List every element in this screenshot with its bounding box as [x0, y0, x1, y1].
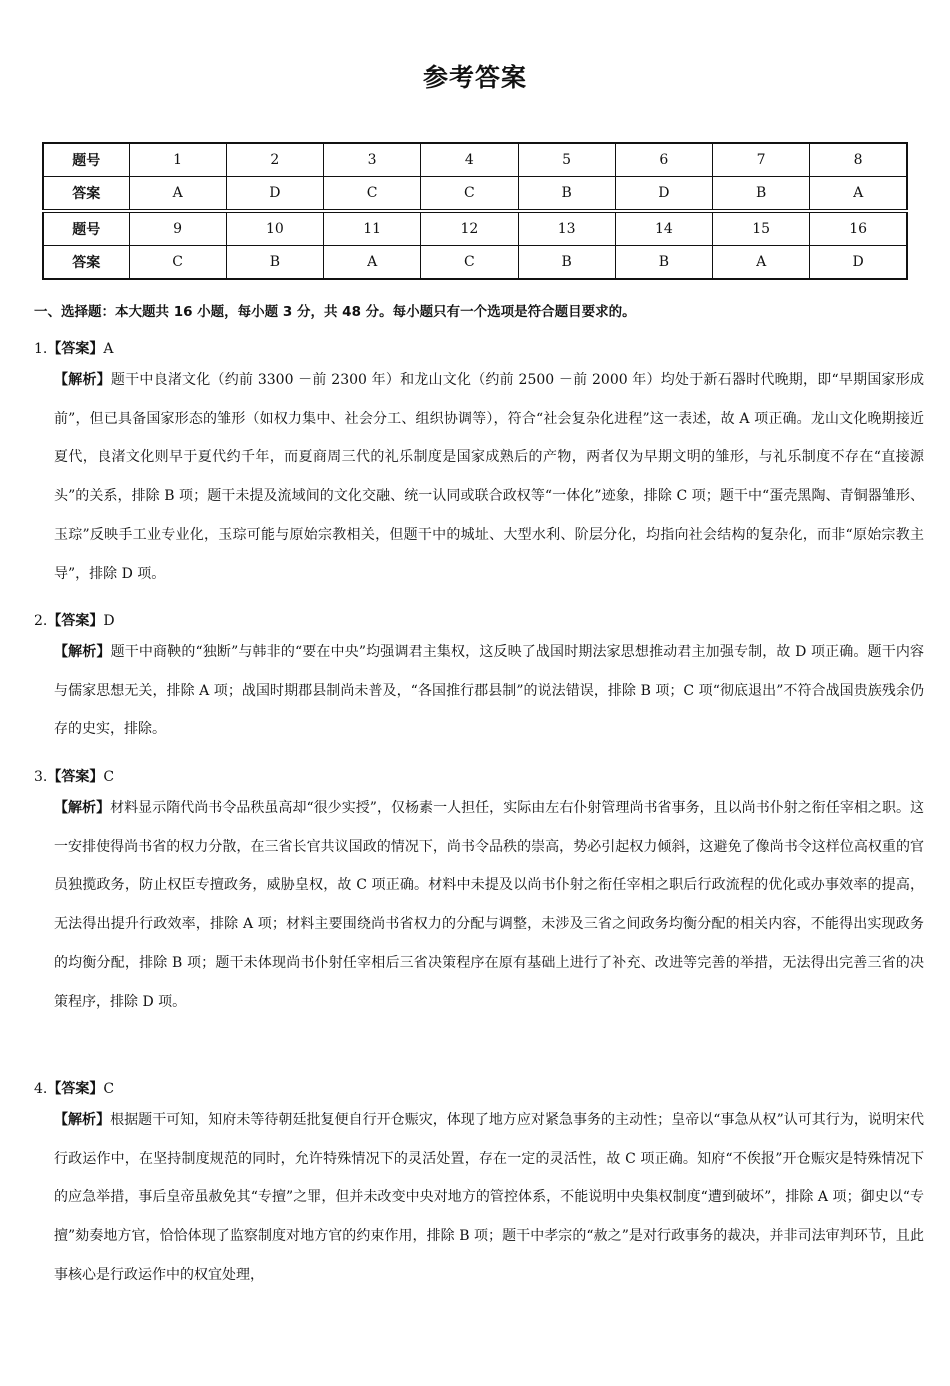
answer-cell: B	[713, 177, 810, 212]
row-label-number: 题号	[43, 143, 129, 177]
answer-tag: 【答案】	[47, 613, 104, 629]
question-number: 12	[421, 211, 518, 246]
explanation	[34, 1101, 924, 1295]
answer-tag: 【答案】	[47, 769, 104, 785]
answer-value: A	[103, 341, 114, 357]
table-row-numbers-1	[43, 143, 907, 177]
question-number: 7	[713, 143, 810, 177]
question-number: 9	[129, 211, 226, 246]
row-label-answer: 答案	[43, 246, 129, 280]
table-row-answers-1	[43, 177, 907, 212]
answer-cell: C	[324, 177, 421, 212]
answer-cell: C	[421, 246, 518, 280]
question-number: 15	[713, 211, 810, 246]
answer-line	[34, 337, 924, 361]
explanation-tag: 【解析】	[54, 644, 111, 660]
answer-value: C	[103, 769, 115, 785]
question-number: 14	[615, 211, 712, 246]
question-number: 3	[324, 143, 421, 177]
question-number: 13	[518, 211, 615, 246]
explanation-text: 材料显示隋代尚书令品秩虽高却“很少实授”，仅杨素一人担任，实际由左右仆射管理尚书省事务，且以尚书仆射之衔任宰相之职。这一安排使得尚书省的权力分散，在三省长官共议国政的情况下，尚书令品秩的崇高，势必引起权力倾斜，这避免了像尚书令这样位高权重的官员独揽政务，防止权臣专擅政务，威胁皇权，故 C 项正确。材料中未提及以尚书仆射之衔任宰相之职后行政流程的优化或办事效率的提高，无法得出提升行政效率，排除 A 项；材料主要围绕尚书省权力的分配与调整，未涉及三省之间政务均衡分配的相关内容，不能得出实现政务的均衡分配，排除 B 项；题干未体现尚书仆射任宰相后三省决策程序在原有基础上进行了补充、改进等完善的举措，无法得出完善三省的决策程序，排除 D 项。	[54, 800, 924, 1010]
question-block-4	[34, 1077, 924, 1295]
answer-cell: D	[226, 177, 323, 212]
page-title: 参考答案	[422, 63, 527, 92]
answer-cell: D	[615, 177, 712, 212]
answer-cell: A	[713, 246, 810, 280]
question-num: 3.	[34, 769, 48, 785]
question-number: 6	[615, 143, 712, 177]
answer-value: D	[103, 613, 115, 629]
explanation	[34, 361, 924, 593]
explanation	[34, 789, 924, 1021]
answer-cell: A	[324, 246, 421, 280]
question-number: 5	[518, 143, 615, 177]
explanation	[34, 633, 924, 749]
row-label-number: 题号	[43, 211, 129, 246]
question-number: 10	[226, 211, 323, 246]
answer-table	[42, 142, 908, 280]
question-block-3	[34, 765, 924, 1021]
explanation-tag: 【解析】	[54, 372, 111, 388]
answer-tag: 【答案】	[47, 341, 104, 357]
explanation-text: 题干中商鞅的“独断”与韩非的“要在中央”均强调君主集权，这反映了战国时期法家思想推动君主加强专制，故 D 项正确。题干内容与儒家思想无关，排除 A 项；战国时期郡县制尚未普及，“各国推行郡县制”的说法错误，排除 B 项；C 项“彻底退出”不符合战国贵族残余仍存的史实，排除。	[54, 644, 924, 738]
question-number: 4	[421, 143, 518, 177]
answer-cell: A	[810, 177, 907, 212]
question-number: 2	[226, 143, 323, 177]
question-number: 1	[129, 143, 226, 177]
question-number: 8	[810, 143, 907, 177]
answer-cell: B	[226, 246, 323, 280]
explanation-tag: 【解析】	[54, 1112, 111, 1128]
answer-cell: B	[615, 246, 712, 280]
question-num: 2.	[34, 613, 48, 629]
table-row-answers-2	[43, 246, 907, 280]
answer-cell: B	[518, 177, 615, 212]
explanation-tag: 【解析】	[54, 800, 111, 816]
answer-tag: 【答案】	[47, 1081, 104, 1097]
answer-value: C	[103, 1081, 115, 1097]
section-heading: 一、选择题：本大题共 16 小题，每小题 3 分，共 48 分。每小题只有一个选项是符合题目要求的。	[34, 304, 636, 320]
question-num: 1.	[34, 341, 48, 357]
explanation-text: 题干中良渚文化（约前 3300 －前 2300 年）和龙山文化（约前 2500 －前 2000 年）均处于新石器时代晚期，即“早期国家形成前”，但已具备国家形态的雏形（如权力集中、社会分工、组织协调等），符合“社会复杂化进程”这一表述，故 A 项正确。龙山文化晚期接近夏代，良渚文化则早于夏代约千年，而夏商周三代的礼乐制度是国家成熟后的产物，两者仅为早期文明的雏形，与礼乐制度不存在“直接源头”的关系，排除 B 项；题干未提及流域间的文化交融、统一认同或联合政权等“一体化”迹象，排除 C 项；题干中“蛋壳黑陶、青铜器雏形、玉琮”反映手工业专业化，玉琮可能与原始宗教相关，但题干中的城址、大型水利、阶层分化，均指向社会结构的复杂化，而非“原始宗教主导”，排除 D 项。	[54, 372, 925, 582]
question-block-2	[34, 609, 924, 749]
table-row-numbers-2	[43, 211, 907, 246]
answer-cell: B	[518, 246, 615, 280]
answer-cell: D	[810, 246, 907, 280]
question-number: 16	[810, 211, 907, 246]
answer-cell: A	[129, 177, 226, 212]
question-num: 4.	[34, 1081, 48, 1097]
row-label-answer: 答案	[43, 177, 129, 212]
explanation-text: 根据题干可知，知府未等待朝廷批复便自行开仓赈灾，体现了地方应对紧急事务的主动性；皇帝以“事急从权”认可其行为，说明宋代行政运作中，在坚持制度规范的同时，允许特殊情况下的灵活处置，存在一定的灵活性，故 C 项正确。知府“不俟报”开仓赈灾是特殊情况下的应急举措，事后皇帝虽赦免其“专擅”之罪，但并未改变中央对地方的管控体系，不能说明中央集权制度“遭到破坏”，排除 A 项；御史以“专擅”劾奏地方官，恰恰体现了监察制度对地方官的约束作用，排除 B 项；题干中孝宗的“赦之”是对行政事务的裁决，并非司法审判环节，且此事核心是行政运作中的权宜处理，	[54, 1112, 924, 1283]
answer-line	[34, 1077, 924, 1101]
answer-cell: C	[421, 177, 518, 212]
question-block-1	[34, 337, 924, 593]
question-number: 11	[324, 211, 421, 246]
answer-line	[34, 765, 924, 789]
answer-line	[34, 609, 924, 633]
answer-cell: C	[129, 246, 226, 280]
